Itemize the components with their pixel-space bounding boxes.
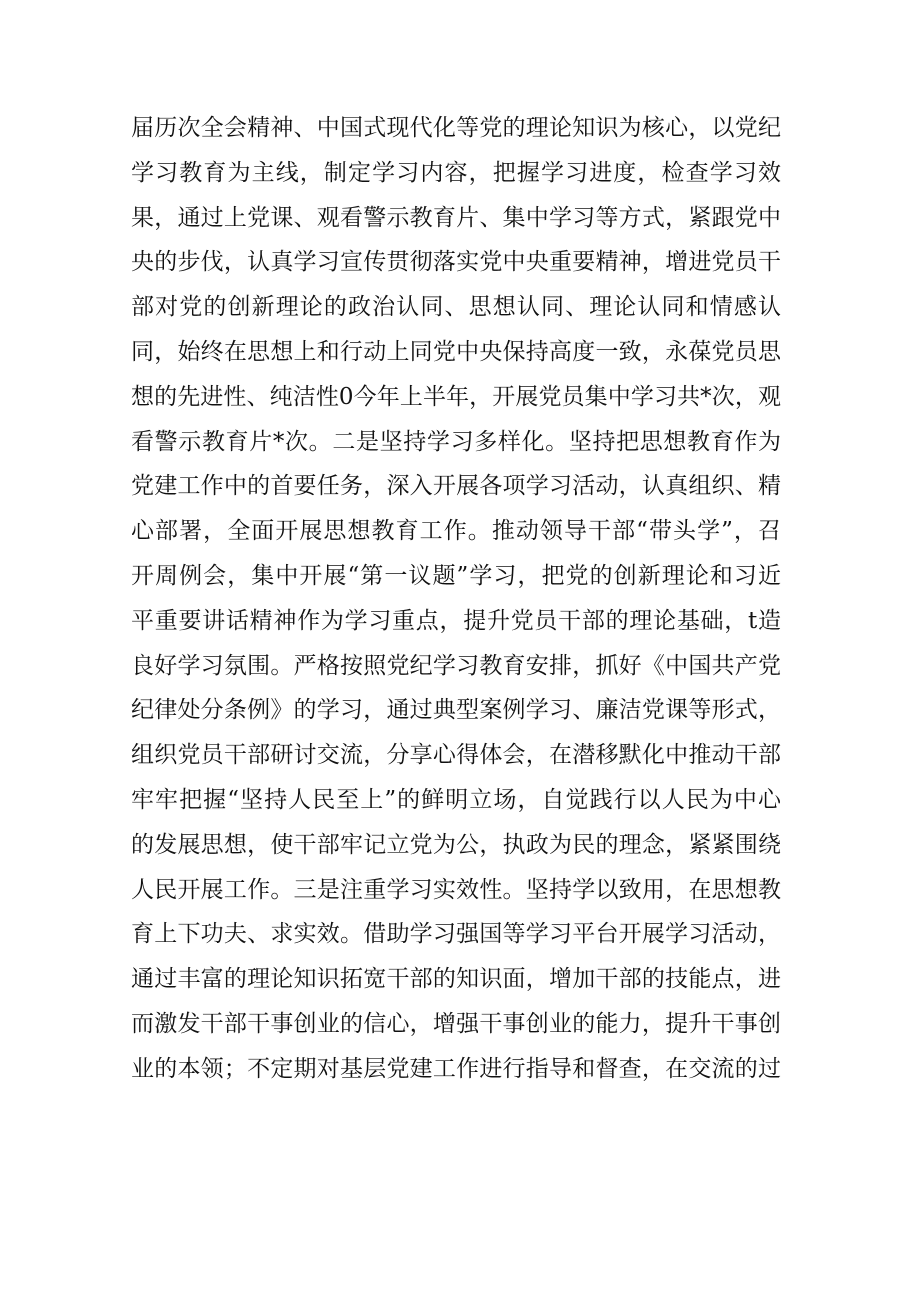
text-line: 果，通过上党课、观看警示教育片、集中学习等方式，紧跟党中 — [131, 204, 781, 231]
text-line: 党建工作中的首要任务，深入开展各项学习活动，认真组织、精 — [131, 473, 781, 500]
text-line: 良好学习氛围。严格按照党纪学习教育安排，抓好《中国共产党 — [131, 652, 781, 679]
text-line: 部对党的创新理论的政治认同、思想认同、理论认同和情感认 — [131, 294, 781, 321]
text-line: 看警示教育片*次。二是坚持学习多样化。坚持把思想教育作为 — [131, 428, 781, 455]
text-line: 平重要讲话精神作为学习重点，提升党员干部的理论基础，t造 — [131, 607, 781, 634]
text-line: 的发展思想，使干部牢记立党为公，执政为民的理念，紧紧围绕 — [131, 831, 781, 858]
body-text — [131, 106, 781, 1092]
text-line: 想的先进性、纯洁性0今年上半年，开展党员集中学习共*次，观 — [131, 383, 781, 410]
text-line: 心部署，全面开展思想教育工作。推动领导干部“带头学”，召 — [131, 518, 781, 545]
text-line: 育上下功夫、求实效。借助学习强国等学习平台开展学习活动， — [131, 921, 781, 948]
text-line: 组织党员干部研讨交流，分享心得体会，在潜移默化中推动干部 — [131, 742, 781, 769]
text-line: 纪律处分条例》的学习，通过典型案例学习、廉洁党课等形式， — [131, 697, 781, 724]
text-line: 开周例会，集中开展“第一议题”学习，把党的创新理论和习近 — [131, 562, 781, 589]
text-line: 牢牢把握“坚持人民至上”的鲜明立场，自觉践行以人民为中心 — [131, 786, 781, 813]
text-line: 通过丰富的理论知识拓宽干部的知识面，增加干部的技能点，进 — [131, 966, 781, 993]
text-line: 同，始终在思想上和行动上同党中央保持高度一致，永葆党员思 — [131, 338, 781, 365]
text-line: 业的本领；不定期对基层党建工作进行指导和督查，在交流的过 — [131, 1055, 781, 1082]
text-line: 届历次全会精神、中国式现代化等党的理论知识为核心，以党纪 — [131, 115, 781, 141]
text-line: 央的步伐，认真学习宣传贯彻落实党中央重要精神，增进党员干 — [131, 249, 781, 276]
text-line: 学习教育为主线，制定学习内容，把握学习进度，检查学习效 — [131, 159, 781, 186]
text-line: 而激发干部干事创业的信心，增强干事创业的能力，提升干事创 — [131, 1010, 781, 1037]
text-line: 人民开展工作。三是注重学习实效性。坚持学以致用，在思想教 — [131, 876, 781, 903]
